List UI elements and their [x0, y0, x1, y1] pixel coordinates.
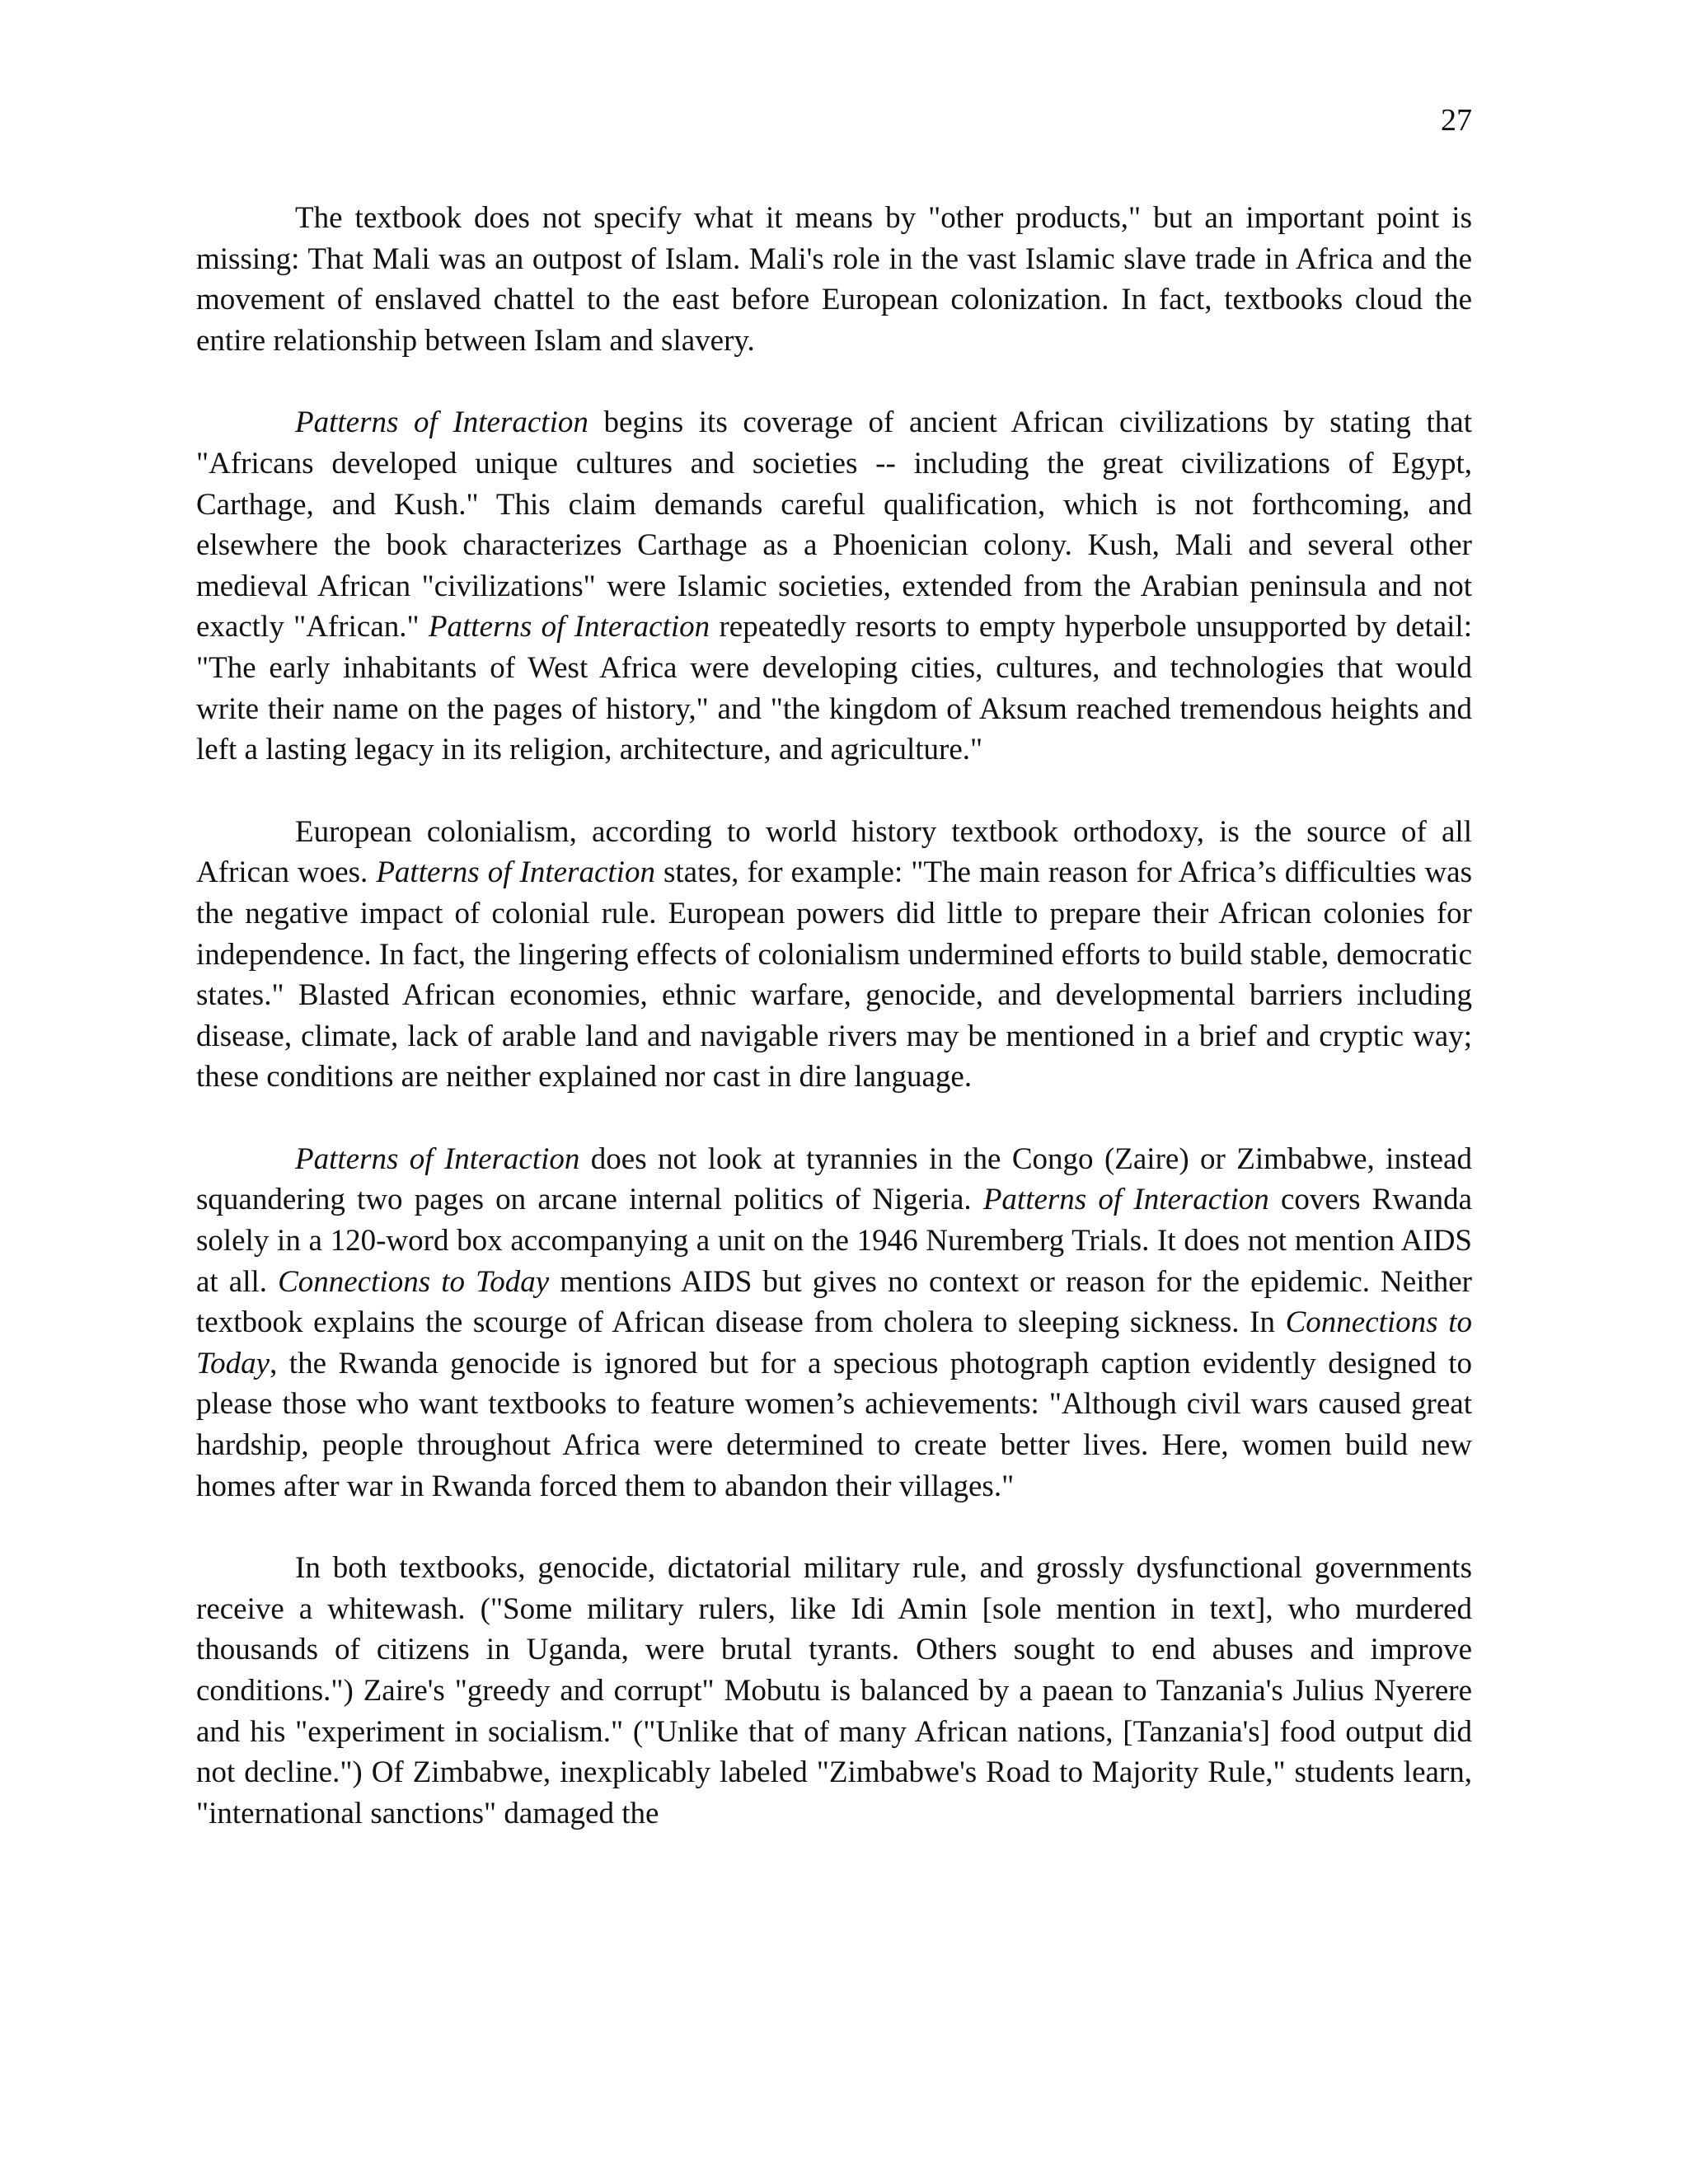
book-title-italic: Patterns of Interaction: [295, 405, 588, 440]
book-title-italic: Patterns of Interaction: [982, 1183, 1269, 1217]
text-run: In both textbooks, genocide, dictatorial military rule, and grossly dysfunctional governments receive a whitewash. ("Some military rulers, like Idi Amin [sole mention in text], who murdered thousands of citizens in Uganda, were brutal tyrants. Others sought to end abuses and improve conditions.") Zaire's "greedy and corrupt" Mobutu is balanced by a paean to Tanzania's Julius Nyerere and his "experiment in socialism." ("Unlike that of many African nations, [Tanzania's] food output did not decline.") Of Zimbabwe, inexplicably labeled "Zimbabwe's Road to Majority Rule," students learn, "international sanctions" damaged the: [196, 1551, 1472, 1830]
paragraph: [196, 198, 1472, 361]
paragraph: [196, 1548, 1472, 1834]
text-run: states, for example: "The main reason for Africa’s difficulties was the negative impact of colonial rule. European powers did little to prepare their African colonies for independence. In fact, the lingering effects of colonialism undermined efforts to build stable, democratic states." Blasted African economies, ethnic warfare, genocide, and developmental barriers including disease, climate, lack of arable land and navigable rivers may be mentioned in a brief and cryptic way; these conditions are neither explained nor cast in dire language.: [196, 855, 1472, 1094]
text-run: European colonialism, according to world history textbook orthodoxy, is the source of all African woes.: [196, 814, 1472, 890]
paragraph: [196, 402, 1472, 770]
paragraph: [196, 1139, 1472, 1507]
text-run: does not look at tyrannies in the Congo (Zaire) or Zimbabwe, instead squandering two pages on arcane internal politics of Nigeria.: [196, 1141, 1472, 1217]
text-run: The textbook does not specify what it means by "other products," but an important point is missing: That Mali was an outpost of Islam. Mali's role in the vast Islamic slave trade in Africa and the movement of enslaved chattel to the east before European colonization. In fact, textbooks cloud the entire relationship between Islam and slavery.: [196, 201, 1472, 358]
book-title-italic: Patterns of Interaction: [295, 1141, 580, 1176]
book-title-italic: Patterns of Interaction: [428, 610, 710, 644]
book-title-italic: Patterns of Interaction: [376, 855, 655, 890]
text-run: covers Rwanda solely in a 120-word box accompanying a unit on the 1946 Nuremberg Trials. It does not mention AIDS at all.: [196, 1183, 1472, 1299]
text-run: , the Rwanda genocide is ignored but for a specious photograph caption evidently designed to please those who want textbooks to feature women’s achievements: "Although civil wars caused great hardship, people throughout Africa were determined to create better lives. Here, women build new homes after war in Rwanda forced them to abandon their villages.": [196, 1346, 1472, 1503]
book-title-italic: Connections to Today: [196, 1305, 1472, 1380]
body-text: [196, 198, 1472, 1834]
book-title-italic: Connections to Today: [278, 1264, 550, 1299]
text-run: repeatedly resorts to empty hyperbole unsupported by detail: "The early inhabitants of West Africa were developing cities, cultures, and technologies that would write their name on the pages of history," and "the kingdom of Aksum reached tremendous heights and left a lasting legacy in its religion, architecture, and agriculture.": [196, 610, 1472, 767]
text-run: begins its coverage of ancient African civilizations by stating that "Africans developed unique cultures and societies -- including the great civilizations of Egypt, Carthage, and Kush." This claim demands careful qualification, which is not forthcoming, and elsewhere the book characterizes Carthage as a Phoenician colony. Kush, Mali and several other medieval African "civilizations" were Islamic societies, extended from the Arabian peninsula and not exactly "African.": [196, 405, 1472, 644]
paragraph: [196, 812, 1472, 1098]
text-run: mentions AIDS but gives no context or reason for the epidemic. Neither textbook explains the scourge of African disease from cholera to sleeping sickness. In: [196, 1264, 1473, 1340]
page-number: 27: [1441, 103, 1472, 138]
